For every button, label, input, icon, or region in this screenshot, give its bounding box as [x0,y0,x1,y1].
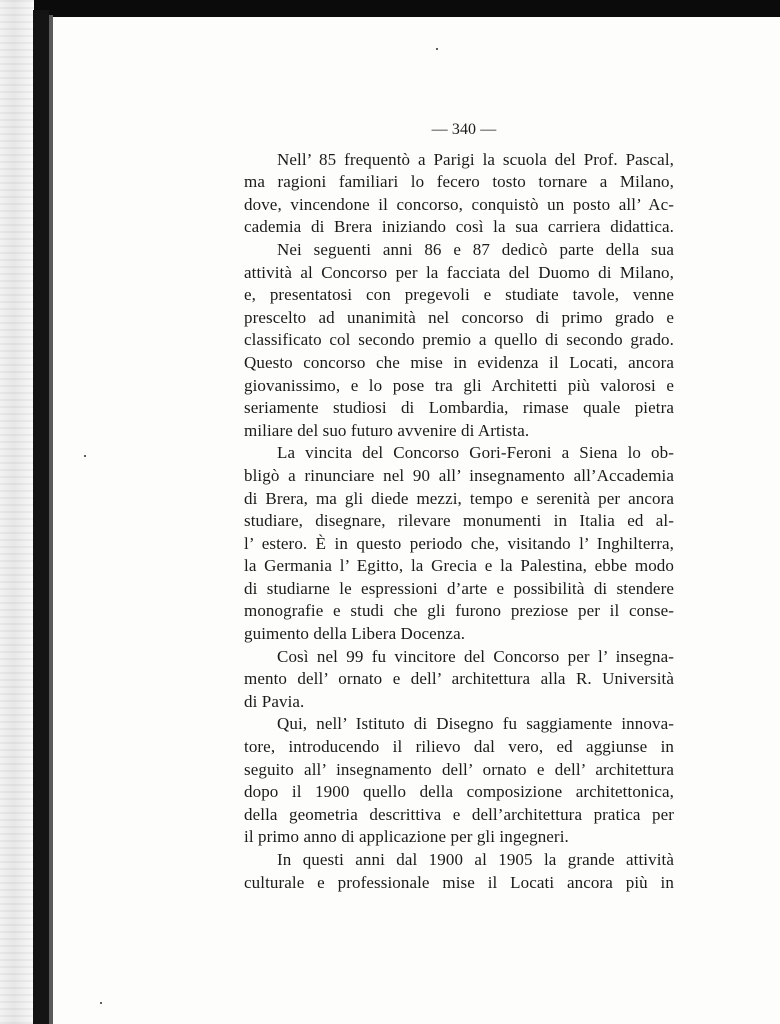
text-line: studiare, disegnare, rilevare monumenti in Italia ed al- [244,511,674,531]
text-line: di Pavia. [244,691,305,711]
text-line: tore, introducendo il rilievo dal vero, ed aggiunse in [244,737,674,757]
dust-speck [100,1002,102,1004]
paragraph-1 [244,149,674,239]
body-text [244,119,674,894]
text-line: il primo anno di applicazione per gli ingegneri. [244,827,569,847]
text-line: La vincita del Concorso Gori-Feroni a Siena lo ob- [277,443,674,463]
paragraph-2 [244,239,674,442]
text-line: bligò a rinunciare nel 90 all’ insegnamento all’Accademia [244,465,674,485]
page-number: — 340 — [431,121,497,138]
text-line: della geometria descrittiva e dell’architettura pratica per [244,804,674,824]
text-line: Qui, nell’ Istituto di Disegno fu saggiamente innova- [277,714,674,734]
paragraph-5 [244,713,674,849]
text-line: Così nel 99 fu vincitore del Concorso per l’ insegna- [277,646,674,666]
text-line: guimento della Libera Docenza. [244,624,466,644]
text-line: dopo il 1900 quello della composizione architettonica, [244,782,674,802]
text-line: di Brera, ma gli diede mezzi, tempo e serenità per ancora [244,488,674,508]
text-line: l’ estero. È in questo periodo che, visitando l’ Inghilterra, [244,533,674,553]
binding-shadow-inner [49,15,53,1024]
text-line: culturale e professionale mise il Locati ancora più in [244,872,674,892]
text-line: classificato col secondo premio a quello di secondo grado. [244,330,674,350]
text-line: Nei seguenti anni 86 e 87 dedicò parte della sua [277,239,674,259]
dust-speck [436,48,438,50]
text-line: cademia di Brera iniziando così la sua carriera didattica. [244,217,674,237]
dust-speck [84,455,86,457]
text-line: seguito all’ insegnamento dell’ ornato e dell’ architettura [244,759,674,779]
text-line: dove, vincendone il concorso, conquistò un posto all’ Ac- [244,194,674,214]
text-line: In questi anni dal 1900 al 1905 la grande attività [277,850,674,869]
text-line: ma ragioni familiari lo fecero tosto tornare a Milano, [244,172,674,192]
binding-shadow [33,10,49,1024]
text-line: mento dell’ ornato e dell’ architettura alla R. Università [244,669,674,689]
scan-top-border [0,0,780,17]
paragraph-3 [244,442,674,645]
paragraph-6 [244,849,674,894]
text-line: Nell’ 85 frequentò a Parigi la scuola del Prof. Pascal, [277,149,674,169]
text-line: seriamente studiosi di Lombardia, rimase quale pietra [244,398,674,418]
text-line: Questo concorso che mise in evidenza il Locati, ancora [244,352,674,372]
page-left-edge [0,0,34,1024]
text-line: prescelto ad unanimità nel concorso di primo grado e [244,307,674,327]
paragraph-4 [244,646,674,714]
text-line: e, presentatosi con pregevoli e studiate tavole, venne [244,285,674,305]
text-line: monografie e studi che gli furono preziose per il conse- [244,601,674,621]
text-line: di studiarne le espressioni d’arte e possibilità di stendere [244,578,674,598]
text-line: la Germania l’ Egitto, la Grecia e la Palestina, ebbe modo [244,556,674,576]
text-line: attività al Concorso per la facciata del Duomo di Milano, [244,262,674,282]
text-line: miliare del suo futuro avvenire di Artista. [244,420,530,440]
text-line: giovanissimo, e lo pose tra gli Architetti più valorosi e [244,375,674,395]
